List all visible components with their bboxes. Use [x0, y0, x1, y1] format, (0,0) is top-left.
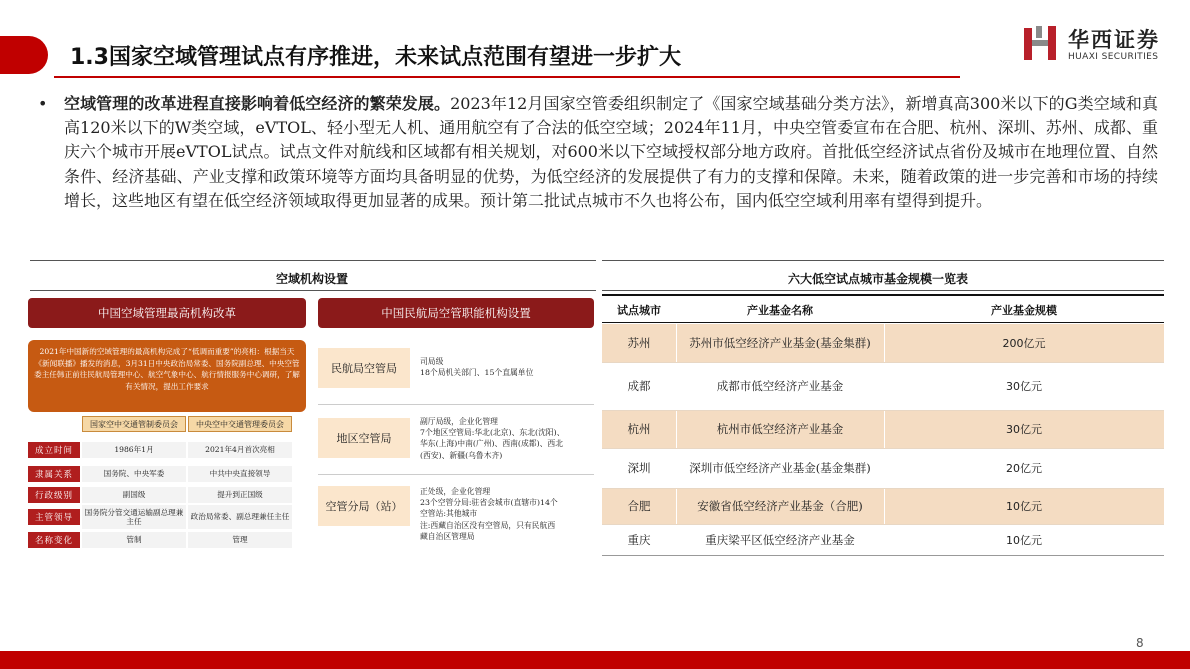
- paragraph-lead: 空域管理的改革进程直接影响着低空经济的繁荣发展。: [64, 94, 451, 113]
- cell-affiliation-new: 中共中央直接领导: [188, 466, 292, 482]
- table-row: [602, 524, 1164, 555]
- unit-desc-line: 注:西藏自治区没有空管局，只有民航西: [420, 520, 556, 530]
- row-label-affiliation: 隶属关系: [28, 466, 80, 482]
- cell-fund-size: 10亿元: [1006, 533, 1042, 547]
- table-row-divider: [602, 448, 1164, 449]
- table-header-city: 试点城市: [617, 304, 661, 317]
- unit-desc-line: 7个地区空管局:华北(北京)、东北(沈阳)、: [420, 428, 565, 438]
- table-top-rule: [602, 294, 1164, 296]
- unit-desc-line: 空管站:其他城市: [420, 509, 478, 519]
- cell-fund-name: 苏州市低空经济产业基金(基金集群): [689, 336, 871, 350]
- table-row-divider: [602, 524, 1164, 525]
- page-title: 1.3国家空域管理试点有序推进，未来试点范围有望进一步扩大: [70, 45, 681, 70]
- table-header-fund-size: 产业基金规模: [991, 304, 1057, 317]
- cell-admin-level-new: 提升到正国级: [188, 487, 292, 503]
- cell-leader-old: 国务院分管交通运输副总理兼主任: [82, 505, 186, 529]
- table-header-rule: [602, 322, 1164, 323]
- cell-fund-size: 20亿元: [1006, 462, 1042, 475]
- cell-city: 重庆: [627, 532, 651, 547]
- right-bar-caac-units: 中国民航局空管职能机构设置: [318, 298, 594, 328]
- title-underline: [54, 76, 960, 78]
- unit-caac-atmb-desc: [420, 356, 533, 378]
- unit-regional-atmb-desc: [420, 416, 565, 461]
- unit-desc-line: 正处级，企业化管理: [420, 487, 491, 496]
- unit-desc-line: (西安)、新疆(乌鲁木齐): [420, 450, 503, 460]
- footer-bar: [0, 651, 1190, 669]
- reform-notice-box: 2021年中国新的空域管理的最高机构完成了“低调而重要”的亮相：根据当天《新闻联播》播发的消息，3月31日中央政治局常委、国务院副总理、中央空管委主任韩正前往民航局管理中心、航空气象中心、航行情报服务中心调研，了解有关情况，提出工作要求: [28, 340, 306, 412]
- table-bottom-rule: [602, 555, 1164, 556]
- row-label-name-change: 名称变化: [28, 532, 80, 548]
- unit-caac-atmb: 民航局空管局: [318, 348, 410, 388]
- table-row: [602, 448, 1164, 488]
- row-label-leader: 主管领导: [28, 509, 80, 525]
- table-row: [602, 410, 1164, 448]
- logo-english-name: HUAXI SECURITIES: [1068, 52, 1159, 62]
- cell-admin-level-old: 副国级: [82, 487, 186, 503]
- unit-desc-line: 司局级: [420, 357, 444, 366]
- column-header-new-committee: 中央空中交通管理委员会: [188, 416, 292, 432]
- header-accent: [0, 36, 48, 74]
- cell-city: 苏州: [627, 336, 651, 350]
- page-number: 8: [1136, 636, 1144, 650]
- unit-divider: [318, 474, 594, 475]
- cell-fund-size: 10亿元: [1006, 500, 1042, 513]
- cell-fund-size: 30亿元: [1006, 380, 1042, 393]
- logo-chinese-name: 华西证券: [1068, 28, 1160, 52]
- cell-fund-size: 200亿元: [1002, 337, 1046, 350]
- unit-divider: [318, 404, 594, 405]
- cell-city: 杭州: [627, 422, 651, 436]
- right-caption-bottom-rule: [602, 290, 1164, 291]
- company-logo: [1022, 24, 1172, 64]
- cell-established-old: 1986年1月: [82, 442, 186, 458]
- unit-desc-line: 藏自治区管理局: [420, 531, 475, 541]
- table-row-divider: [602, 488, 1164, 489]
- unit-regional-atmb: 地区空管局: [318, 418, 410, 458]
- cell-established-new: 2021年4月首次亮相: [188, 442, 292, 458]
- cell-leader-new: 政治局常委、副总理兼任主任: [188, 505, 292, 529]
- right-section-caption: 六大低空试点城市基金规模一览表: [788, 272, 969, 286]
- table-column-divider: [884, 324, 885, 555]
- cell-city: 深圳: [627, 461, 651, 475]
- table-row-divider: [602, 362, 1164, 363]
- unit-sub-bureau: 空管分局（站）: [318, 486, 410, 526]
- unit-desc-line: 华东(上海)中南(广州)、西南(成都)、西北: [420, 439, 563, 449]
- table-row: [602, 362, 1164, 410]
- cell-name-change-new: 管理: [188, 532, 292, 548]
- column-header-old-committee: 国家空中交通管制委员会: [82, 416, 186, 432]
- unit-sub-bureau-desc: [420, 486, 558, 542]
- left-caption-bottom-rule: [30, 290, 596, 291]
- left-caption-top-rule: [30, 260, 596, 261]
- left-bar-airspace-reform: 中国空域管理最高机构改革: [28, 298, 306, 328]
- unit-desc-line: 副厅局级，企业化管理: [420, 417, 498, 426]
- summary-paragraph: [38, 92, 1158, 213]
- cell-fund-name: 成都市低空经济产业基金: [716, 379, 844, 393]
- table-row: [602, 324, 1164, 362]
- table-header-fund-name: 产业基金名称: [747, 304, 813, 317]
- cell-fund-name: 重庆梁平区低空经济产业基金: [705, 532, 855, 547]
- cell-name-change-old: 管制: [82, 532, 186, 548]
- row-label-established: 成立时间: [28, 442, 80, 458]
- unit-desc-line: 23个空管分局:驻省会城市(直辖市)14个: [420, 498, 558, 508]
- cell-city: 合肥: [627, 499, 651, 513]
- cell-fund-name: 安徽省低空经济产业基金（合肥): [697, 499, 863, 513]
- cell-fund-name: 深圳市低空经济产业基金(基金集群): [689, 461, 871, 475]
- cell-fund-size: 30亿元: [1006, 423, 1042, 436]
- left-section-caption: 空域机构设置: [276, 272, 349, 286]
- table-row: [602, 488, 1164, 524]
- huaxi-logo-icon: [1022, 24, 1058, 62]
- table-row-divider: [602, 410, 1164, 411]
- cell-fund-name: 杭州市低空经济产业基金: [716, 422, 844, 436]
- right-caption-top-rule: [602, 260, 1164, 261]
- cell-city: 成都: [627, 379, 651, 393]
- bullet-icon: •: [38, 94, 48, 113]
- table-column-divider: [676, 324, 677, 555]
- paragraph-body: 2023年12月国家空管委组织制定了《国家空域基础分类方法》，新增真高300米以下的G类空域和真高120米以下的W类空域，eVTOL、轻小型无人机、通用航空有了合法的低空空域；2024年11月，中央空管委宣布在合肥、杭州、深圳、苏州、成都、重庆六个城市开展eVTOL试点。试点文件对航线和区域都有相关规划，对600米以下空域授权部分地方政府。首批低空经济试点省份及城市在地理位置、自然条件、经济基础、产业支撑和政策环境等方面均具备明显的优势，为低空经济的发展提供了有力的支撑和保障。未来，随着政策的进一步完善和市场的持续增长，这些地区有望在低空经济领域取得更加显著的成果。预计第二批试点城市不久也将公布，国内低空空域利用率有望得到提升。: [64, 94, 1158, 210]
- unit-desc-line: 18个局机关部门、15个直属单位: [420, 368, 534, 378]
- cell-affiliation-old: 国务院、中央军委: [82, 466, 186, 482]
- row-label-admin-level: 行政级别: [28, 487, 80, 503]
